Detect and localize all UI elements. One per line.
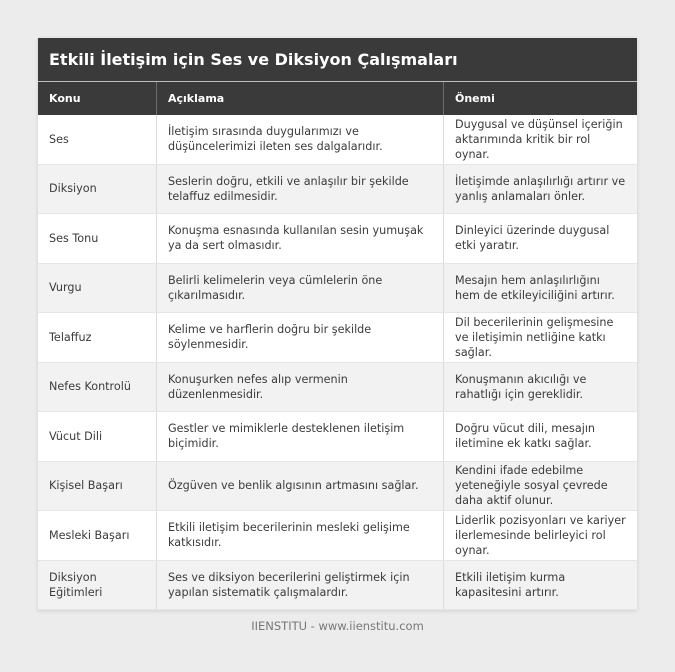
table-row <box>38 511 637 561</box>
importance-cell: Konuşmanın akıcılığı ve rahatlığı için gereklidir. <box>444 362 638 412</box>
data-table <box>38 82 637 610</box>
importance-cell: Kendini ifade edebilme yeteneğiyle sosyal çevrede daha aktif olunur. <box>444 461 638 511</box>
table-row <box>38 461 637 511</box>
table-row <box>38 164 637 214</box>
description-cell: Konuşurken nefes alıp vermenin düzenlenmesidir. <box>157 362 444 412</box>
table-row <box>38 313 637 363</box>
description-cell: İletişim sırasında duygularımızı ve düşüncelerimizi ileten ses dalgalarıdır. <box>157 115 444 164</box>
description-cell: Konuşma esnasında kullanılan sesin yumuşak ya da sert olmasıdır. <box>157 214 444 264</box>
topic-cell: Telaffuz <box>38 313 157 363</box>
table-row <box>38 560 637 610</box>
footer-credit: IIENSTITU - www.iienstitu.com <box>251 619 424 633</box>
topic-cell: Diksiyon <box>38 164 157 214</box>
table-row <box>38 115 637 164</box>
topic-cell: Mesleki Başarı <box>38 511 157 561</box>
description-cell: Seslerin doğru, etkili ve anlaşılır bir şekilde telaffuz edilmesidir. <box>157 164 444 214</box>
description-cell: Belirli kelimelerin veya cümlelerin öne çıkarılmasıdır. <box>157 263 444 313</box>
table-title: Etkili İletişim için Ses ve Diksiyon Çalışmaları <box>38 38 637 82</box>
table-card <box>38 38 637 610</box>
column-header-aciklama: Açıklama <box>157 82 444 115</box>
header-row <box>38 82 637 115</box>
importance-cell: Duygusal ve düşünsel içeriğin aktarımında kritik bir rol oynar. <box>444 115 638 164</box>
description-cell: Özgüven ve benlik algısının artmasını sağlar. <box>157 461 444 511</box>
column-header-konu: Konu <box>38 82 157 115</box>
topic-cell: Ses Tonu <box>38 214 157 264</box>
table-row <box>38 362 637 412</box>
topic-cell: Vurgu <box>38 263 157 313</box>
importance-cell: Doğru vücut dili, mesajın iletimine ek katkı sağlar. <box>444 412 638 462</box>
column-header-onemi: Önemi <box>444 82 638 115</box>
importance-cell: Etkili iletişim kurma kapasitesini artırır. <box>444 560 638 610</box>
importance-cell: Dil becerilerinin gelişmesine ve iletişimin netliğine katkı sağlar. <box>444 313 638 363</box>
topic-cell: Kişisel Başarı <box>38 461 157 511</box>
table-row <box>38 412 637 462</box>
topic-cell: Vücut Dili <box>38 412 157 462</box>
description-cell: Kelime ve harflerin doğru bir şekilde söylenmesidir. <box>157 313 444 363</box>
importance-cell: İletişimde anlaşılırlığı artırır ve yanlış anlamaları önler. <box>444 164 638 214</box>
topic-cell: Ses <box>38 115 157 164</box>
description-cell: Ses ve diksiyon becerilerini geliştirmek için yapılan sistematik çalışmalardır. <box>157 560 444 610</box>
table-row <box>38 263 637 313</box>
description-cell: Etkili iletişim becerilerinin mesleki gelişime katkısıdır. <box>157 511 444 561</box>
topic-cell: Diksiyon Eğitimleri <box>38 560 157 610</box>
table-row <box>38 214 637 264</box>
description-cell: Gestler ve mimiklerle desteklenen iletişim biçimidir. <box>157 412 444 462</box>
importance-cell: Dinleyici üzerinde duygusal etki yaratır. <box>444 214 638 264</box>
importance-cell: Mesajın hem anlaşılırlığını hem de etkileyiciliğini artırır. <box>444 263 638 313</box>
topic-cell: Nefes Kontrolü <box>38 362 157 412</box>
importance-cell: Liderlik pozisyonları ve kariyer ilerlemesinde belirleyici rol oynar. <box>444 511 638 561</box>
